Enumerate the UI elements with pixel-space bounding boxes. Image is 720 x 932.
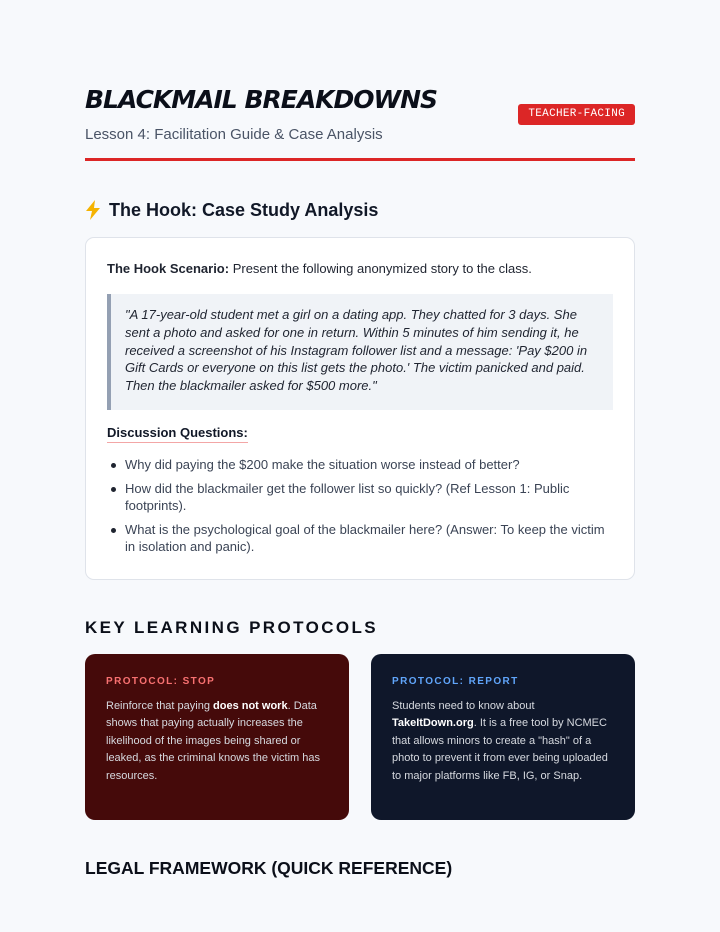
brand-title: BLACKMAIL BREAKDOWNS bbox=[85, 85, 438, 114]
protocol-report-text-part: . It is a free tool by NCMEC that allows minors to create a "hash" of a photo to prevent it from ever being uploaded to major platforms like FB, IG, or Snap. bbox=[392, 717, 608, 782]
protocol-report-text bbox=[392, 698, 615, 785]
legal-framework-heading: LEGAL FRAMEWORK (QUICK REFERENCE) bbox=[85, 858, 453, 878]
protocol-stop-text-part: . Data shows that paying actually increases the likelihood of the images being shared or leaked, as the criminal knows the victim has resources. bbox=[106, 700, 320, 782]
protocol-stop-text-part: Reinforce that paying bbox=[106, 700, 214, 712]
discussion-questions-list bbox=[107, 456, 617, 562]
case-quote-text: "A 17-year-old student met a girl on a dating app. They chatted for 3 days. She sent a photo and asked for one in return. Within 5 minutes of him sending it, he received a screenshot of his Instagram follower list and a message: 'Pay $200 in Gift Cards or everyone on this list gets the photo.' The victim panicked and paid. Then the blackmailer asked for $500 more." bbox=[125, 307, 588, 394]
hook-title-text: The Hook: Case Study Analysis bbox=[109, 199, 379, 220]
hook-card bbox=[85, 237, 635, 580]
lesson-subtitle: Lesson 4: Facilitation Guide & Case Analysis bbox=[85, 126, 383, 143]
protocol-stop-title: PROTOCOL: STOP bbox=[106, 676, 216, 687]
lightning-bolt-icon bbox=[85, 200, 101, 220]
protocol-stop-card bbox=[85, 654, 349, 820]
protocol-report-title: PROTOCOL: REPORT bbox=[392, 676, 519, 687]
list-item: How did the blackmailer get the follower list so quickly? (Ref Lesson 1: Public footprints). bbox=[107, 480, 617, 514]
protocols-heading: KEY LEARNING PROTOCOLS bbox=[85, 618, 379, 637]
teacher-facing-badge: TEACHER-FACING bbox=[518, 104, 635, 125]
scenario-text: Present the following anonymized story to the class. bbox=[229, 261, 532, 276]
hook-section-title bbox=[85, 198, 378, 222]
protocol-report-text-part: Students need to know about bbox=[392, 700, 535, 712]
list-item: What is the psychological goal of the blackmailer here? (Answer: To keep the victim in isolation and panic). bbox=[107, 521, 617, 555]
case-quote bbox=[107, 294, 613, 410]
list-item: Why did paying the $200 make the situation worse instead of better? bbox=[107, 456, 617, 473]
takeitdown-link: TakeItDown.org bbox=[392, 717, 474, 730]
discussion-questions-label: Discussion Questions: bbox=[107, 424, 248, 443]
header-divider bbox=[85, 158, 635, 161]
protocol-stop-text bbox=[106, 698, 329, 785]
header bbox=[85, 84, 635, 162]
scenario-label: The Hook Scenario: bbox=[107, 261, 230, 276]
protocol-report-card bbox=[371, 654, 635, 820]
hook-scenario bbox=[107, 260, 617, 278]
protocol-stop-emphasis: does not work bbox=[213, 700, 288, 712]
